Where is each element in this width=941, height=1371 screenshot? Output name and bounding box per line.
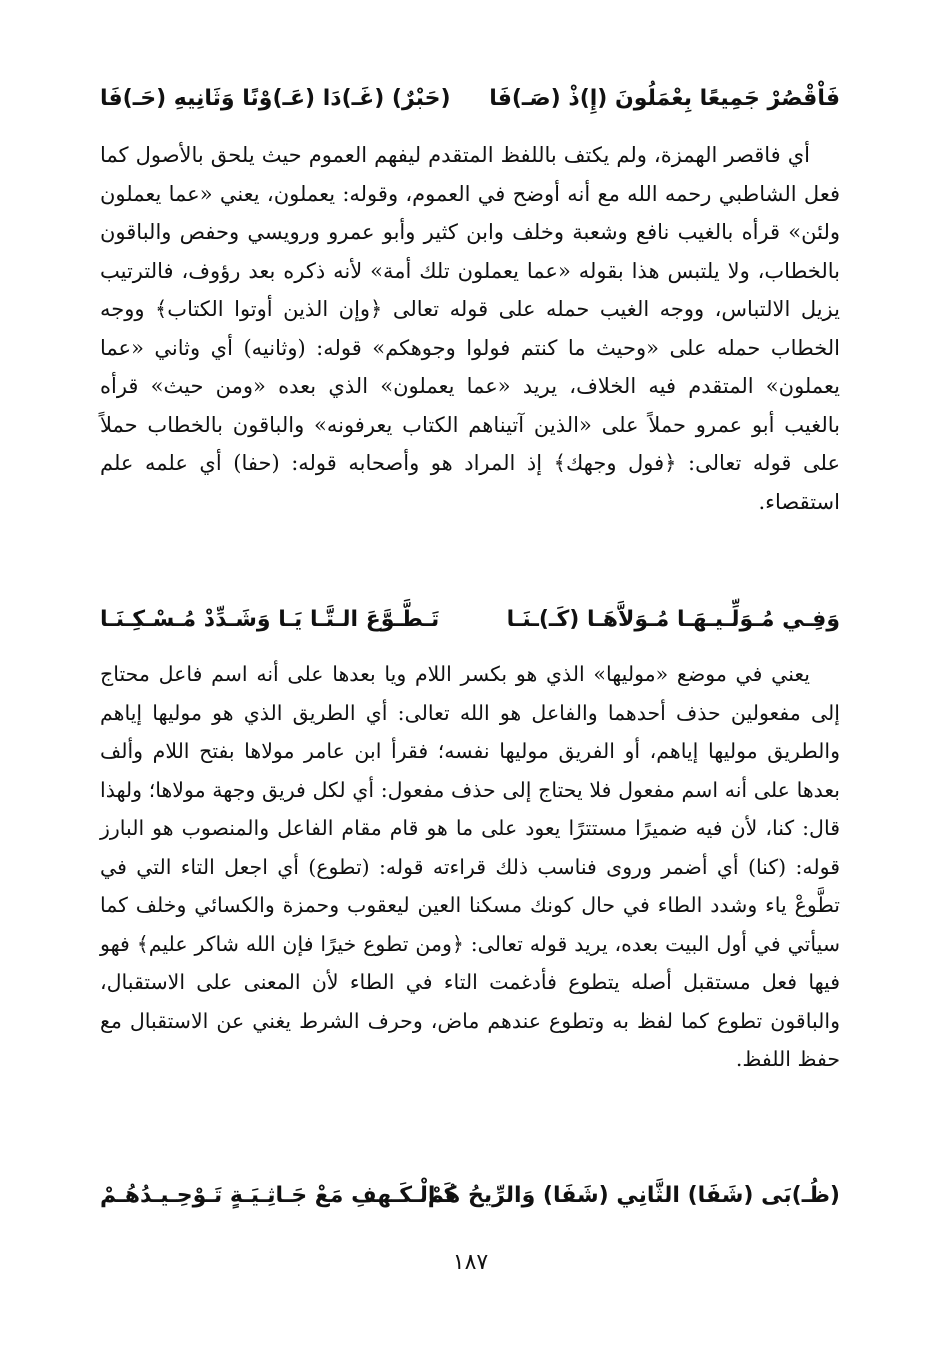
verse-hemistich-second: تَـطَّـوَّعَ الـتَّـا يَـا وَشَـدِّدْ مُـسْـكِـنَـا [100,607,440,632]
verse-hemistich-second: كَـالْـكَـهفِ مَعْ جَـاثِـيَـةٍ تَـوْحِـيـدُهُـمْ [100,1183,457,1208]
verse-line-1 [100,79,840,119]
verse-line-3 [100,1176,840,1216]
commentary-text-2: يعني في موضع «موليها» الذي هو بكسر اللام ويا بعدها على أنه اسم فاعل محتاج إلى مفعولين حذف أحدهما والفاعل هو الله تعالى: أي الطريق الذي هو موليها إياهم والطريق موليها إياهم، أو الفريق موليها نفسه؛ فقرأ ابن عامر مولاها بفتح اللام وألف بعدها على أنه اسم مفعول فلا يحتاج إلى حذف مفعول: أي لكل فريق وجهة مولاها؛ ولهذا قال: كنا، لأن فيه ضميرًا مستترًا يعود على ما هو قام مقام الفاعل والمنصوب هو البارز قوله: (كنا) أي أضمر وروى فناسب ذلك قراءته قوله: (تطوع) أي اجعل التاء التي في تطَّوعْ ياء وشدد الطاء في حال كونك مسكنا العين ليعقوب وحمزة والكسائي وخلف كما سيأتي في أول البيت بعده، يريد قوله تعالى: ﴿ومن تطوع خيرًا فإن الله شاكر عليم﴾ فهو فيها فعل مستقبل أصله يتطوع فأدغمت التاء في الطاء لأن المعنى على الاستقبال، والباقون تطوع كما لفظ به وتطوع عندهم ماض، وحرف الشرط يغني عن الاستقبال مع حفظ اللفظ. [100,662,840,1071]
commentary-paragraph-2 [100,655,840,1079]
verse-hemistich-first: وَفِـي مُـوَلِّـيـهَـا مُـوَلاَّهَـا (كَـ)ـنَـا [506,607,840,632]
verse-hemistich-first: فَاْقْصُرْ جَمِيعًا بِعْمَلُونَ (إِ)ذْ (صَـ)فَا [489,86,840,111]
verse-hemistich-second: (حَبْرٌ) (غَـ)دَا (عَـ)وْنًا وَثَانِيهِ (حَـ)فَا [100,86,451,111]
commentary-text-1: أي فاقصر الهمزة، ولم يكتف باللفظ المتقدم ليفهم العموم حيث يلحق بالأصول كما فعل الشاطبي رحمه الله مع أنه أوضح في العموم، وقوله: يعملون، يعني «عما يعملون ولئن» قرأه بالغيب نافع وشعبة وخلف وابن كثير وأبو عمرو ورويسي وحفص والباقون بالخطاب، ولا يلتبس هذا بقوله «عما يعملون تلك أمة» لأنه ذكره بعد رؤوف، فالترتيب يزيل الالتباس، ووجه الغيب حمله على قوله تعالى ﴿وإن الذين أوتوا الكتاب﴾ ووجه الخطاب حمله على «وحيث ما كنتم فولوا وجوهكم» قوله: (وثانيه) أي وثاني «عما يعملون» المتقدم فيه الخلاف، يريد «عما يعملون» الذي بعده «ومن حيث» قرأه بالغيب أبو عمرو حملاً على «الذين آتيناهم الكتاب يعرفونه» والباقون بالخطاب حملاً على قوله تعالى: ﴿فول وجهك﴾ إذ المراد هو وأصحابه قوله: (حفا) أي علمه علم استقصاء. [100,143,840,514]
commentary-paragraph-1 [100,136,840,521]
verse-line-2 [100,600,840,640]
verse-hemistich-first: (ظُـ)بَى (شَفَا) الثَّانِي (شَفَا) وَالرِّيحُ هُمْ [427,1183,840,1208]
page-number: ١٨٧ [452,1250,489,1275]
